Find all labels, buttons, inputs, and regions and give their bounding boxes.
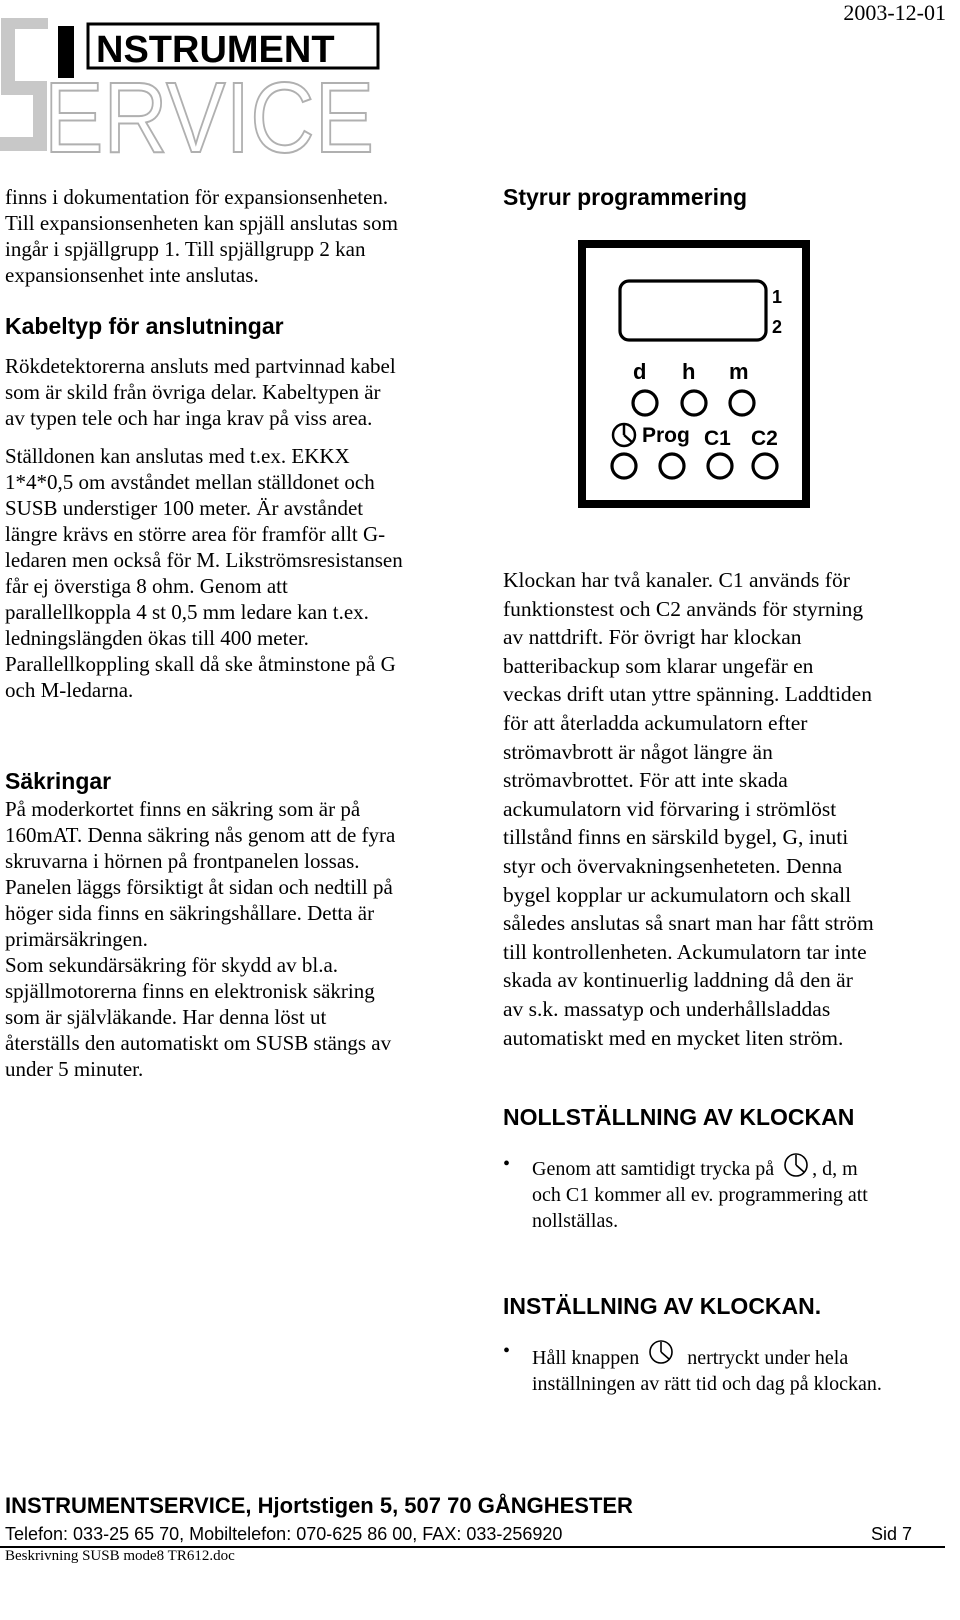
text-line: veckas drift utan yttre spänning. Laddtiden <box>503 682 872 707</box>
logo-text-top: NSTRUMENT <box>96 29 335 71</box>
setting-text-b: nertryckt under hela <box>687 1347 849 1369</box>
cable-paragraph-1 <box>5 353 396 431</box>
cable-paragraph-2 <box>5 443 403 703</box>
text-line: för att återladda ackumulatorn efter <box>503 710 808 735</box>
text-line: parallellkoppla 4 st 0,5 mm ledare kan t.ex. <box>5 600 369 624</box>
text-line: Till expansionsenheten kan spjäll anslutas som <box>5 211 398 235</box>
clock-paragraph <box>503 566 874 1052</box>
text-line: Parallellkoppling skall då ske åtminstone på G <box>5 652 396 676</box>
intro-paragraph <box>5 184 398 288</box>
text-line: under 5 minuter. <box>5 1057 144 1081</box>
programming-heading: Styrur programmering <box>503 184 748 210</box>
text-line <box>532 1151 868 1182</box>
clock-icon <box>639 1338 673 1368</box>
document-date: 2003-12-01 <box>843 0 946 25</box>
reset-bullet <box>503 1151 868 1234</box>
footer-filename: Beskrivning SUSB mode8 TR612.doc <box>5 1548 235 1564</box>
text-line: som är självläkande. Har denna löst ut <box>5 1005 327 1029</box>
text-line: batteribackup som klarar ungefär en <box>503 653 814 678</box>
setting-bullet <box>503 1338 882 1397</box>
reset-text-a: Genom att samtidigt trycka på <box>532 1158 775 1180</box>
text-line: och C1 kommer all ev. programmering att <box>532 1184 868 1206</box>
channel-2-label: 2 <box>772 317 783 337</box>
footer-contact: Telefon: 033-25 65 70, Mobiltelefon: 070-625 86 00, FAX: 033-256920 <box>5 1524 563 1544</box>
clock-icon <box>782 1151 810 1179</box>
fuse-heading: Säkringar <box>5 768 112 794</box>
page-number: Sid 7 <box>871 1524 913 1544</box>
d-button <box>633 391 657 415</box>
text-line: styr och övervakningsenheteten. Denna <box>503 853 843 878</box>
text-line: till kontrollenheten. Ackumulatorn tar inte <box>503 939 867 964</box>
text-line: skruvarna i hörnen på frontpanelen lossas. <box>5 849 360 873</box>
text-line: bygel kopplar ur ackumulatorn och skall <box>503 882 852 907</box>
text-line: På moderkortet finns en säkring som är på <box>5 797 361 821</box>
c1-button <box>708 454 732 478</box>
text-line: finns i dokumentation för expansionsenheten. <box>5 185 389 209</box>
text-line: får ej överstiga 8 ohm. Genom att <box>5 574 288 598</box>
text-line: expansionsenhet inte anslutas. <box>5 263 259 287</box>
prog-button <box>660 454 684 478</box>
reset-heading: NOLLSTÄLLNING AV KLOCKAN <box>503 1104 855 1130</box>
text-line: således anslutas så snart man har fått ström <box>503 911 874 936</box>
company-logo <box>0 18 392 158</box>
text-line: Ställdonen kan anslutas med t.ex. EKKX <box>5 444 350 468</box>
text-line: SUSB understiger 100 meter. Är avståndet <box>5 496 364 520</box>
text-line: av nattdrift. För övrigt har klockan <box>503 625 802 650</box>
prog-label: Prog <box>642 424 690 447</box>
bullet-dot: • <box>503 1340 511 1362</box>
logo-text-bottom: ERVICE <box>44 62 374 158</box>
d-label: d <box>633 359 647 384</box>
text-line: funktionstest och C2 används för styrning <box>503 596 864 621</box>
text-line: automatiskt med en mycket liten ström. <box>503 1025 844 1050</box>
c2-button <box>753 454 777 478</box>
text-line: ledningslängden ökas till 400 meter. <box>5 626 309 650</box>
text-line: av s.k. massatyp och underhållsladdas <box>503 996 831 1021</box>
fuse-paragraph <box>5 796 395 1082</box>
h-button <box>682 391 706 415</box>
m-label: m <box>729 359 749 384</box>
c1-label: C1 <box>704 427 731 450</box>
cable-heading: Kabeltyp för anslutningar <box>5 313 284 339</box>
setting-heading: INSTÄLLNING AV KLOCKAN. <box>503 1293 822 1319</box>
reset-text-b: , d, m <box>812 1158 858 1180</box>
text-line: längre krävs en större area för framför allt G- <box>5 522 386 546</box>
c2-label: C2 <box>751 427 778 450</box>
channel-1-label: 1 <box>772 287 783 307</box>
bullet-dot: • <box>503 1153 511 1175</box>
text-line: ledaren men också för M. Likströmsresistansen <box>5 548 403 572</box>
text-line: 160mAT. Denna säkring nås genom att de fyra <box>5 823 396 847</box>
text-line: inställningen av rätt tid och dag på klockan. <box>532 1373 882 1395</box>
text-line: Panelen läggs försiktigt åt sidan och nedtill på <box>5 875 393 899</box>
text-line: ackumulatorn vid förvaring i strömlöst <box>503 796 837 821</box>
text-line: ingår i spjällgrupp 1. Till spjällgrupp 2 kan <box>5 237 366 261</box>
text-line: Rökdetektorerna ansluts med partvinnad kabel <box>5 354 396 378</box>
text-line: återställs den automatiskt om SUSB stängs av <box>5 1031 392 1055</box>
text-line: skada av kontinuerlig laddning då den är <box>503 968 853 993</box>
text-line: primärsäkringen. <box>5 927 148 951</box>
h-label: h <box>682 359 696 384</box>
text-line: höger sida finns en säkringshållare. Detta är <box>5 901 375 925</box>
timer-panel-diagram <box>578 240 810 508</box>
text-line: 1*4*0,5 om avståndet mellan ställdonet och <box>5 470 375 494</box>
text-line: av typen tele och har inga krav på viss area. <box>5 406 373 430</box>
text-line: spjällmotorerna finns en elektronisk säkring <box>5 979 375 1003</box>
text-line: nollställas. <box>532 1210 619 1232</box>
text-line: strömavbrott är något längre än <box>503 739 773 764</box>
text-line: och M-ledarna. <box>5 678 134 702</box>
clock-button <box>612 454 636 478</box>
text-line <box>532 1338 882 1371</box>
text-line: som är skild från övriga delar. Kabeltypen är <box>5 380 381 404</box>
footer-company: INSTRUMENTSERVICE, Hjortstigen 5, 507 70 GÅNGHESTER <box>5 1493 633 1518</box>
logo-s-shape <box>0 22 48 144</box>
text-line: tillstånd finns en särskild bygel, G, inuti <box>503 825 849 850</box>
text-line: Klockan har två kanaler. C1 används för <box>503 568 850 592</box>
m-button <box>730 391 754 415</box>
text-line: Som sekundärsäkring för skydd av bl.a. <box>5 953 339 977</box>
display-window <box>620 281 766 340</box>
text-line: strömavbrottet. För att inte skada <box>503 768 788 793</box>
setting-text-a: Håll knappen <box>532 1347 640 1369</box>
